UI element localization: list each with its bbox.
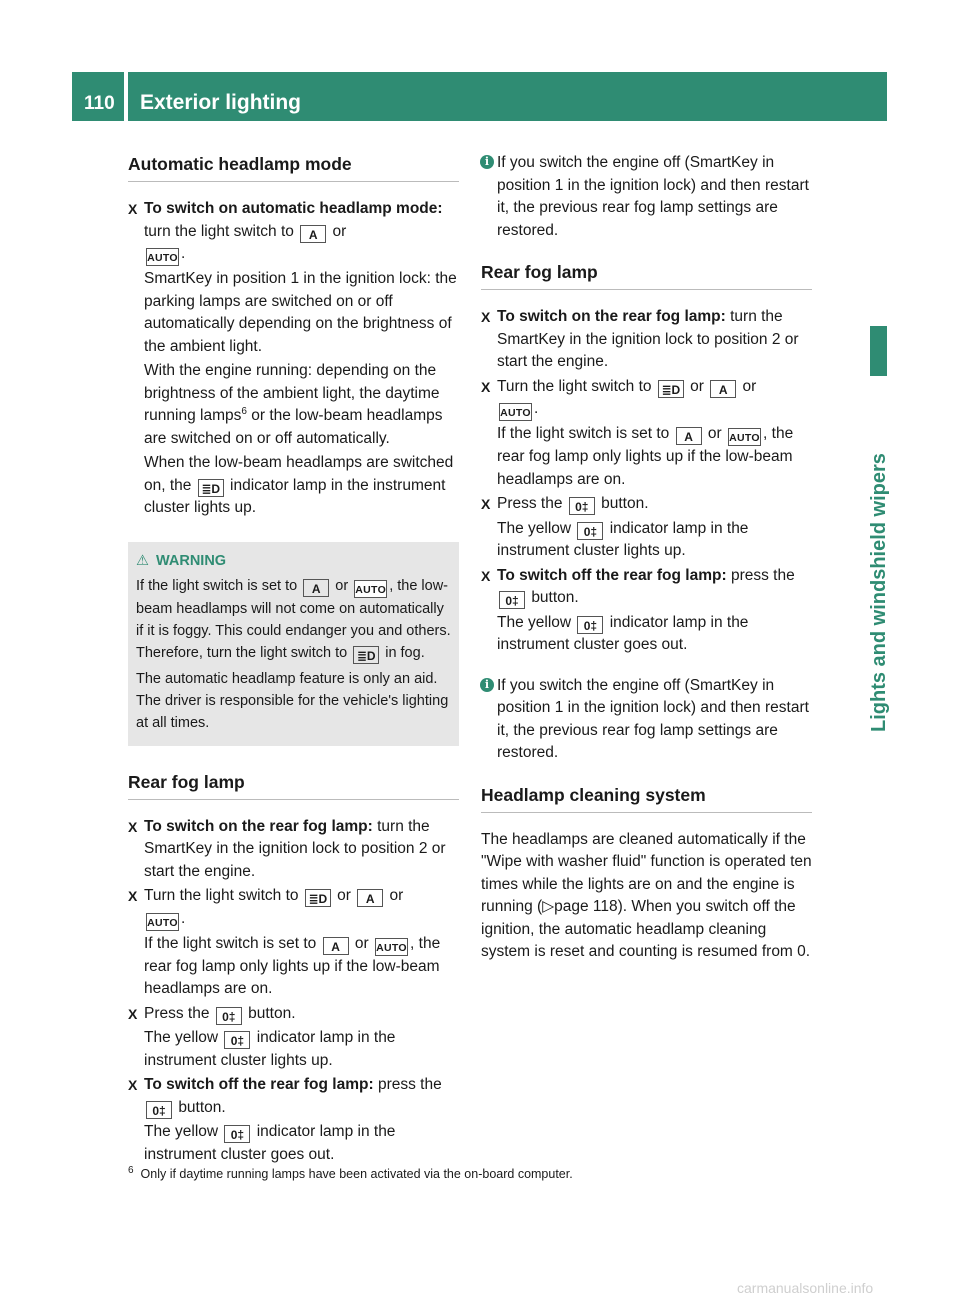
para-engine-running (128, 360, 459, 450)
step-fog-on (481, 306, 812, 374)
para-lowbeam-indicator (128, 452, 459, 520)
step-text: press the (377, 1076, 442, 1093)
step-bold: To switch off the rear fog lamp: (497, 566, 727, 584)
light-switch-auto-icon: AUTO (499, 403, 532, 421)
period: . (181, 245, 186, 262)
text: The yellow (497, 519, 572, 537)
rear-fog-icon: 0‡ (499, 591, 525, 609)
text: indicator lamp in the instrument cluster lights up. (497, 519, 749, 559)
step-text: button. (531, 589, 579, 606)
step-text: turn the light switch to (144, 222, 294, 240)
light-switch-a-icon: A (710, 380, 736, 398)
or-text: or (707, 425, 722, 442)
step-text: turn the SmartKey in the ignition lock to position 2 or start the engine. (497, 308, 799, 370)
para-fog-indicator-on (481, 518, 812, 563)
light-switch-a-icon: A (303, 579, 329, 597)
text: indicator lamp in the instrument cluster goes out. (497, 613, 749, 653)
warning-text-2: The automatic headlamp feature is only an aid. The driver is responsible for the vehicle's lighting at all times. (136, 670, 449, 731)
para3-text-b: indicator lamp in the instrument cluster lights up. (144, 476, 446, 516)
or-text: or (354, 934, 369, 952)
para-fog-condition (128, 933, 459, 1001)
lowbeam-icon: ≣D (305, 889, 331, 907)
text: If the light switch is set to (144, 934, 317, 952)
step-text: press the (730, 566, 795, 584)
para-fog-indicator-on (128, 1027, 459, 1072)
para3-text-a: When the low-beam headlamps are switched on, the (144, 454, 454, 494)
text: indicator lamp in the instrument cluster lights up. (144, 1029, 396, 1069)
info-text: If you switch the engine off (SmartKey in position 1 in the ignition lock) and then restart it, the previous rear fog lamp settings are restored. (497, 154, 809, 239)
step-text: Press the (144, 1004, 210, 1022)
step-bold: To switch on the rear fog lamp: (144, 817, 373, 835)
step-text: button. (601, 495, 649, 512)
info-text: If you switch the engine off (SmartKey in position 1 in the ignition lock) and then restart it, the previous rear fog lamp settings are restored. (497, 676, 809, 761)
step-fog-on (128, 816, 459, 884)
step-bold: To switch on the rear fog lamp: (497, 308, 726, 325)
rear-fog-heading: Rear fog lamp (128, 770, 459, 800)
info-icon: i (480, 678, 494, 692)
section-side-title: Lights and windshield wipers (868, 453, 890, 732)
step-arrow-icon: X (481, 496, 491, 512)
step-arrow-icon: X (481, 378, 491, 395)
light-switch-auto-icon: AUTO (354, 580, 387, 598)
step-text: turn the SmartKey in the ignition lock to position 2 or start the engine. (144, 817, 446, 880)
warning-title (136, 550, 451, 572)
info-note-1 (481, 152, 812, 242)
side-tab-marker (870, 326, 887, 376)
step-text: Turn the light switch to (497, 377, 652, 395)
light-switch-a-icon: A (676, 427, 702, 445)
para2-text-b: or the low-beam headlamps are switched on or off automatically. (144, 407, 443, 447)
lowbeam-icon: ≣D (353, 646, 379, 664)
rear-fog-icon: 0‡ (224, 1031, 250, 1049)
lowbeam-icon: ≣D (198, 479, 224, 497)
step-text: Press the (497, 495, 563, 512)
page-title: Exterior lighting (140, 91, 302, 114)
rear-fog-heading: Rear fog lamp (481, 260, 812, 290)
rear-fog-icon: 0‡ (569, 497, 595, 515)
warn1-a: If the light switch is set to (136, 577, 298, 594)
warning-text-1 (136, 575, 451, 664)
step-text: button. (178, 1098, 226, 1116)
light-switch-auto-icon: AUTO (146, 913, 179, 931)
text: If the light switch is set to (497, 425, 670, 442)
step-arrow-icon: X (128, 1077, 138, 1093)
para-fog-indicator-off (128, 1121, 459, 1166)
light-switch-auto-icon: AUTO (375, 938, 408, 956)
step-arrow-icon: X (128, 888, 138, 904)
light-switch-auto-icon: AUTO (728, 428, 761, 446)
or-text: or (690, 377, 704, 395)
para-fog-indicator-off (481, 612, 812, 657)
text: The yellow (144, 1029, 219, 1046)
rear-fog-icon: 0‡ (146, 1101, 172, 1119)
page-ref-arrow-icon: ▷ (542, 898, 555, 915)
period: . (534, 400, 539, 417)
or-text: or (335, 577, 349, 594)
warn1-b: , the low-beam headlamps will not come on automatically if it is foggy. This could endanger you and others. Therefore, turn the light switch to (136, 577, 451, 661)
text: The yellow (144, 1123, 219, 1140)
or-text: or (389, 887, 404, 904)
step-bold: To switch off the rear fog lamp: (144, 1076, 374, 1093)
lowbeam-icon: ≣D (658, 380, 684, 398)
info-note-2 (481, 675, 812, 765)
period: . (181, 909, 186, 927)
footnote-number: 6 (128, 1164, 134, 1176)
light-switch-a-icon: A (300, 225, 326, 243)
page-number: 110 (84, 93, 115, 114)
warn1-c: in fog. (385, 644, 425, 661)
step-turn-switch (481, 376, 812, 422)
or-text: or (742, 377, 757, 395)
warning-triangle-icon: ⚠ (136, 552, 149, 569)
text: , the rear fog lamp only lights up if the low-beam headlamps are on. (497, 425, 794, 488)
footnote (128, 1166, 573, 1182)
headlamp-cleaning-heading: Headlamp cleaning system (481, 783, 812, 813)
step-fog-off (481, 565, 812, 610)
step-arrow-icon: X (128, 1005, 138, 1022)
light-switch-a-icon: A (357, 889, 383, 907)
header-bar (128, 72, 887, 121)
para-smartkey: SmartKey in position 1 in the ignition lock: the parking lamps are switched on or off automatically depending on the brightness of the ambient light. (144, 270, 457, 355)
step-press-fog (481, 493, 812, 516)
step-text: Turn the light switch to (144, 887, 299, 904)
step-arrow-icon: X (481, 567, 491, 584)
rear-fog-icon: 0‡ (216, 1007, 242, 1025)
step-text: button. (248, 1004, 296, 1022)
light-switch-auto-icon: AUTO (146, 248, 179, 266)
watermark: carmanualsonline.info (737, 1280, 874, 1296)
or-text: or (332, 222, 347, 240)
step-arrow-icon: X (481, 309, 491, 325)
para-fog-condition (481, 423, 812, 491)
step-auto-on (128, 198, 459, 266)
info-icon: i (480, 155, 494, 169)
text: The yellow (497, 613, 572, 631)
step-turn-switch (128, 885, 459, 931)
page-number-box (72, 72, 124, 121)
text: page 118). When you switch off the ignition, the automatic headlamp cleaning system is reset and counting is resumed from 0. (481, 898, 811, 960)
auto-headlamp-heading: Automatic headlamp mode (128, 152, 459, 182)
right-column (481, 152, 812, 964)
step-press-fog (128, 1003, 459, 1026)
warning-box (128, 542, 459, 746)
para2-text-a: With the engine running: depending on the brightness of the ambient light, the daytime running lamps (144, 362, 440, 424)
text: , the rear fog lamp only lights up if the low-beam headlamps are on. (144, 934, 441, 997)
light-switch-a-icon: A (323, 937, 349, 955)
rear-fog-icon: 0‡ (577, 522, 603, 540)
step-arrow-icon: X (128, 818, 138, 835)
footnote-text: Only if daytime running lamps have been activated via the on-board computer. (140, 1167, 573, 1181)
text: The headlamps are cleaned automatically if the "Wipe with washer fluid" function is operated ten times while the lights are on and the engine is running ( (481, 830, 812, 915)
step-fog-off (128, 1074, 459, 1119)
footnote-ref: 6 (241, 405, 247, 417)
rear-fog-icon: 0‡ (577, 616, 603, 634)
warning-title-text: WARNING (156, 552, 227, 569)
text: indicator lamp in the instrument cluster goes out. (144, 1123, 396, 1163)
step-arrow-icon: X (128, 201, 138, 217)
or-text: or (337, 887, 351, 904)
rear-fog-icon: 0‡ (224, 1125, 250, 1143)
cleaning-paragraph (481, 829, 812, 964)
step-bold: To switch on automatic headlamp mode: (144, 200, 443, 217)
left-column (128, 152, 459, 1168)
